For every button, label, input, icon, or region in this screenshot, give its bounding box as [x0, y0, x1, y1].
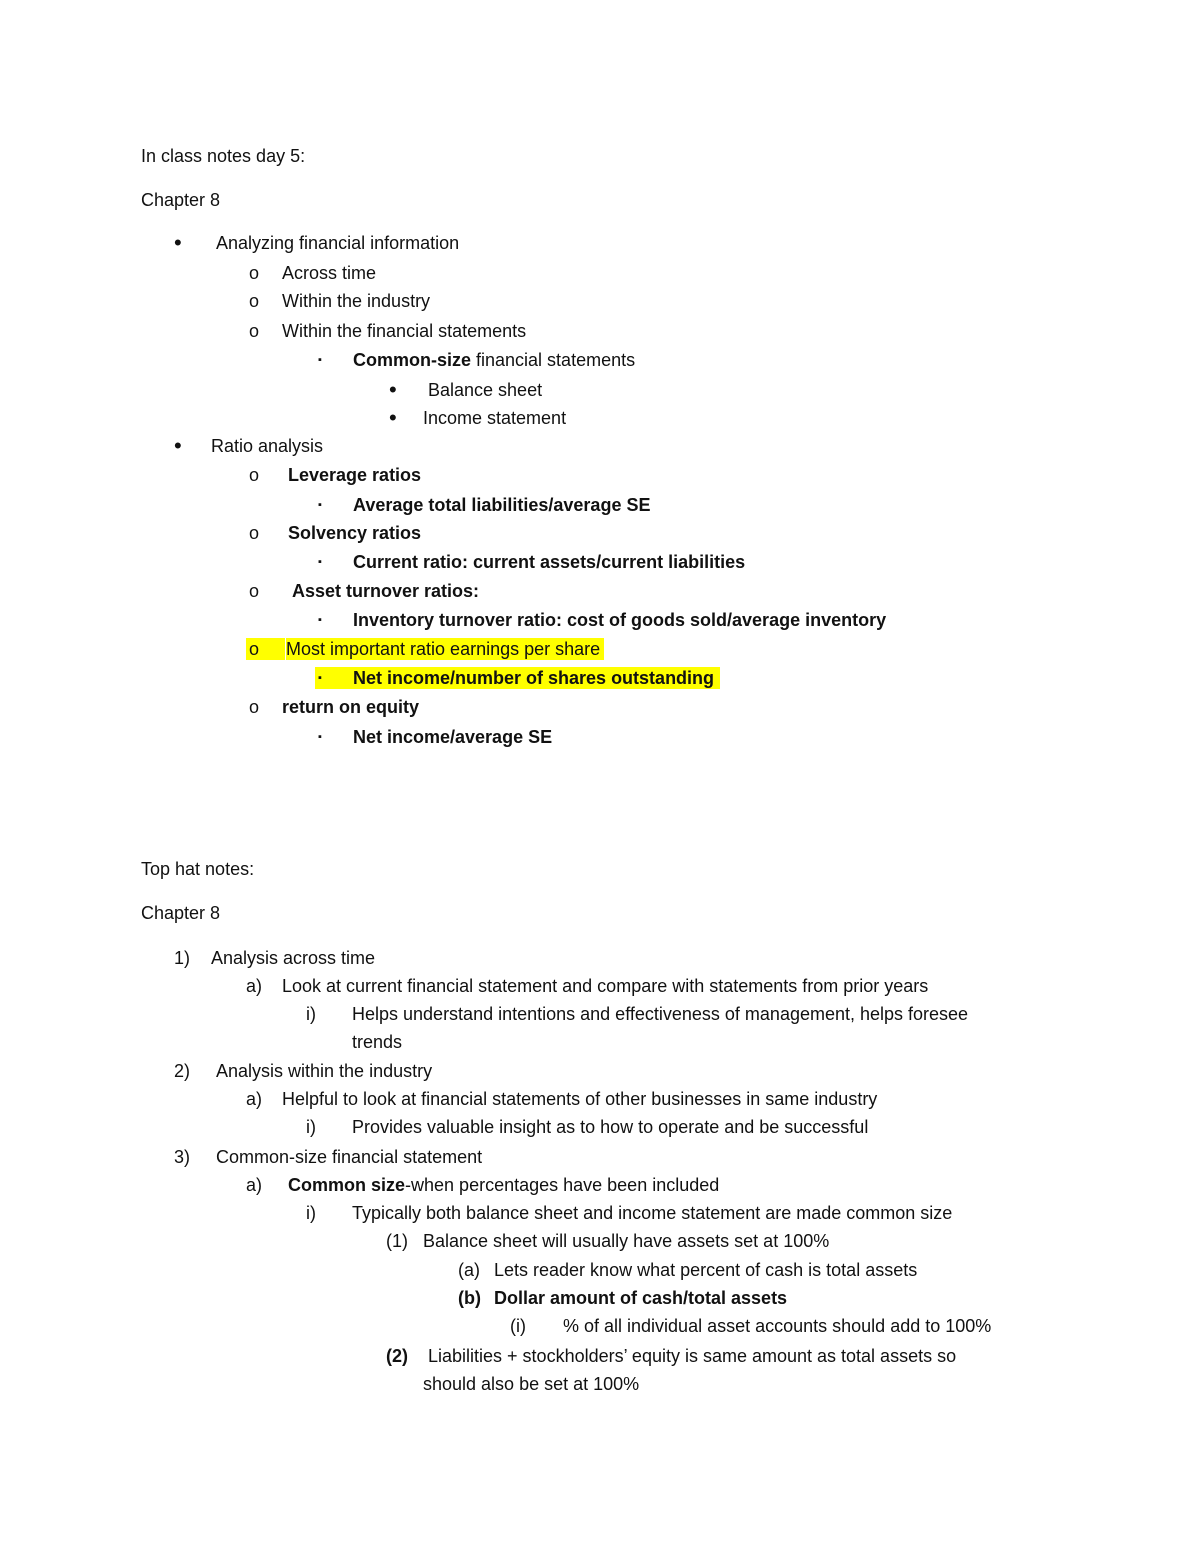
- list-item: Typically both balance sheet and income statement are made common size: [352, 1203, 953, 1223]
- list-item: Helps understand intentions and effectiveness of management, helps foresee: [352, 1004, 969, 1024]
- list-item: Analysis across time: [211, 948, 376, 968]
- list-item: Look at current financial statement and compare with statements from prior years: [282, 976, 929, 996]
- list-item: Across time: [282, 263, 377, 283]
- list-item: Current ratio: current assets/current liabilities: [353, 552, 746, 572]
- list-marker: 2): [174, 1061, 191, 1081]
- circle-marker: o: [249, 321, 260, 341]
- common-size-rest: financial statements: [471, 350, 636, 370]
- list-item: Dollar amount of cash/total assets: [494, 1288, 788, 1308]
- list-item: Common-size financial statement: [216, 1147, 483, 1167]
- square-marker: ▪: [318, 354, 322, 366]
- list-item: Helpful to look at financial statements of other businesses in same industry: [282, 1089, 878, 1109]
- list-item: Provides valuable insight as to how to operate and be successful: [352, 1117, 869, 1137]
- list-item: Within the financial statements: [282, 321, 527, 341]
- list-item-highlighted: Most important ratio earnings per share: [286, 638, 604, 660]
- class-notes-chapter: Chapter 8: [141, 190, 221, 210]
- circle-marker: o: [249, 523, 260, 543]
- list-item: Liabilities + stockholders’ equity is same amount as total assets so: [428, 1346, 957, 1366]
- list-item-highlighted: Net income/number of shares outstanding: [345, 667, 720, 689]
- tophat-notes-heading: Top hat notes:: [141, 859, 255, 879]
- bullet-marker: •: [389, 377, 397, 402]
- circle-marker: o: [249, 581, 260, 601]
- list-item: Asset turnover ratios:: [292, 581, 480, 601]
- list-item: Analyzing financial information: [216, 233, 460, 253]
- list-item: Average total liabilities/average SE: [353, 495, 651, 515]
- list-item: Within the industry: [282, 291, 431, 311]
- list-marker: a): [246, 1175, 263, 1195]
- square-marker: ▪: [318, 614, 322, 626]
- list-marker: a): [246, 1089, 263, 1109]
- list-marker: (1): [386, 1231, 408, 1251]
- list-item-continuation: trends: [352, 1032, 403, 1052]
- common-size-bold: Common-size: [353, 350, 472, 370]
- list-marker: i): [306, 1117, 316, 1137]
- list-marker: (i): [510, 1316, 526, 1336]
- list-marker: i): [306, 1004, 316, 1024]
- list-item: Solvency ratios: [288, 523, 422, 543]
- list-item: Ratio analysis: [211, 436, 324, 456]
- square-marker: ▪: [315, 667, 348, 689]
- bullet-marker: •: [174, 433, 182, 458]
- list-marker: i): [306, 1203, 316, 1223]
- list-marker: 1): [174, 948, 191, 968]
- circle-marker: o: [249, 291, 260, 311]
- list-marker: (a): [458, 1260, 480, 1280]
- list-marker: (2): [386, 1346, 408, 1366]
- list-item: Analysis within the industry: [216, 1061, 433, 1081]
- list-marker: 3): [174, 1147, 191, 1167]
- list-item: Income statement: [423, 408, 567, 428]
- common-size-definition: -when percentages have been included: [405, 1175, 720, 1195]
- circle-marker: o: [249, 263, 260, 283]
- circle-marker: o: [246, 638, 285, 660]
- list-item: Balance sheet: [428, 380, 543, 400]
- square-marker: ▪: [318, 731, 322, 743]
- list-item-continuation: should also be set at 100%: [423, 1374, 640, 1394]
- tophat-notes-chapter: Chapter 8: [141, 903, 221, 923]
- circle-marker: o: [249, 465, 260, 485]
- class-notes-heading: In class notes day 5:: [141, 146, 306, 166]
- bullet-marker: •: [389, 405, 397, 430]
- square-marker: ▪: [318, 499, 322, 511]
- list-item: return on equity: [282, 697, 420, 717]
- list-marker: (b): [458, 1288, 481, 1308]
- list-item: % of all individual asset accounts should add to 100%: [563, 1316, 992, 1336]
- bullet-marker: •: [174, 230, 182, 255]
- list-item: Balance sheet will usually have assets set at 100%: [423, 1231, 830, 1251]
- circle-marker: o: [249, 697, 260, 717]
- list-item: Lets reader know what percent of cash is total assets: [494, 1260, 918, 1280]
- list-item: [288, 1174, 719, 1196]
- list-item: Leverage ratios: [288, 465, 422, 485]
- list-item: Inventory turnover ratio: cost of goods sold/average inventory: [353, 610, 887, 630]
- list-item: [353, 349, 635, 371]
- list-item: Net income/average SE: [353, 727, 553, 747]
- common-size-term: Common size: [288, 1175, 406, 1195]
- square-marker: ▪: [318, 556, 322, 568]
- list-marker: a): [246, 976, 263, 996]
